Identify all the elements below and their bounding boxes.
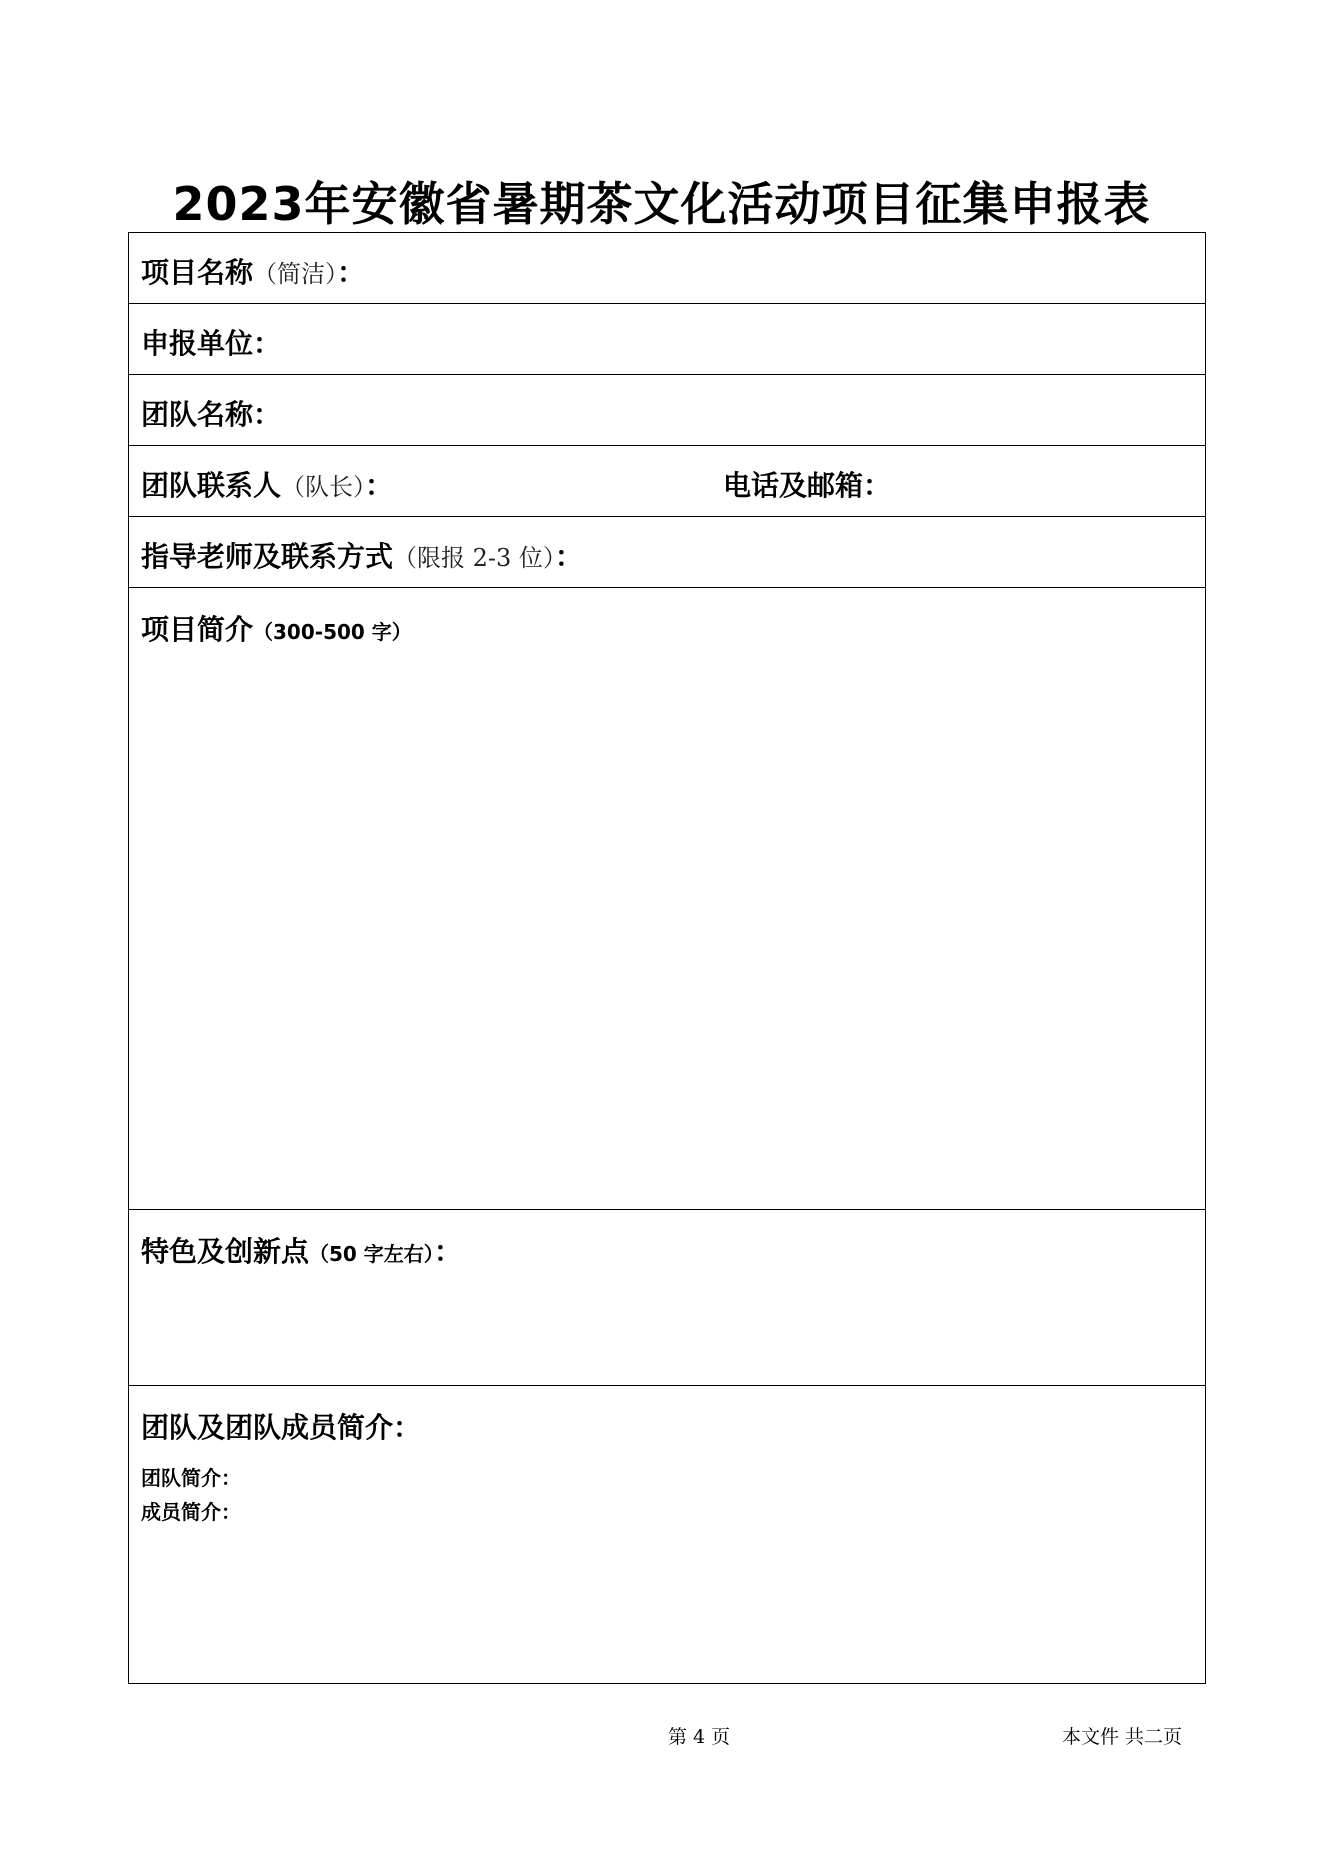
row-team-members[interactable]: [129, 1386, 1205, 1685]
team-name-label: 团队名称：: [141, 398, 282, 431]
advisor-label: 指导老师及联系方式（限报 2-3 位）：: [141, 540, 583, 573]
row-features[interactable]: [129, 1210, 1205, 1386]
row-team-contact[interactable]: [129, 446, 1205, 517]
features-label: 特色及创新点（50 字左右）：: [141, 1235, 462, 1268]
team-members-label: 团队及团队成员简介：: [141, 1411, 422, 1444]
member-intro-label: 成员简介：: [141, 1500, 241, 1524]
team-contact-label: 团队联系人（队长）：: [141, 469, 394, 502]
phone-email-label: 电话及邮箱：: [723, 469, 892, 502]
row-advisor[interactable]: [129, 517, 1205, 588]
applicant-unit-label: 申报单位：: [141, 327, 282, 360]
page-title: 2023年安徽省暑期茶文化活动项目征集申报表: [172, 177, 1151, 231]
application-form: [128, 232, 1206, 1684]
total-pages: 本文件 共二页: [1062, 1726, 1183, 1748]
team-intro-label: 团队简介：: [141, 1466, 241, 1490]
project-intro-label: 项目简介（300-500 字）: [141, 613, 412, 646]
project-name-label: 项目名称（简洁）：: [141, 256, 366, 289]
row-project-intro[interactable]: [129, 588, 1205, 1210]
row-team-name[interactable]: [129, 375, 1205, 446]
page-number: 第 4 页: [668, 1726, 731, 1748]
row-project-name[interactable]: [129, 233, 1205, 304]
row-applicant-unit[interactable]: [129, 304, 1205, 375]
